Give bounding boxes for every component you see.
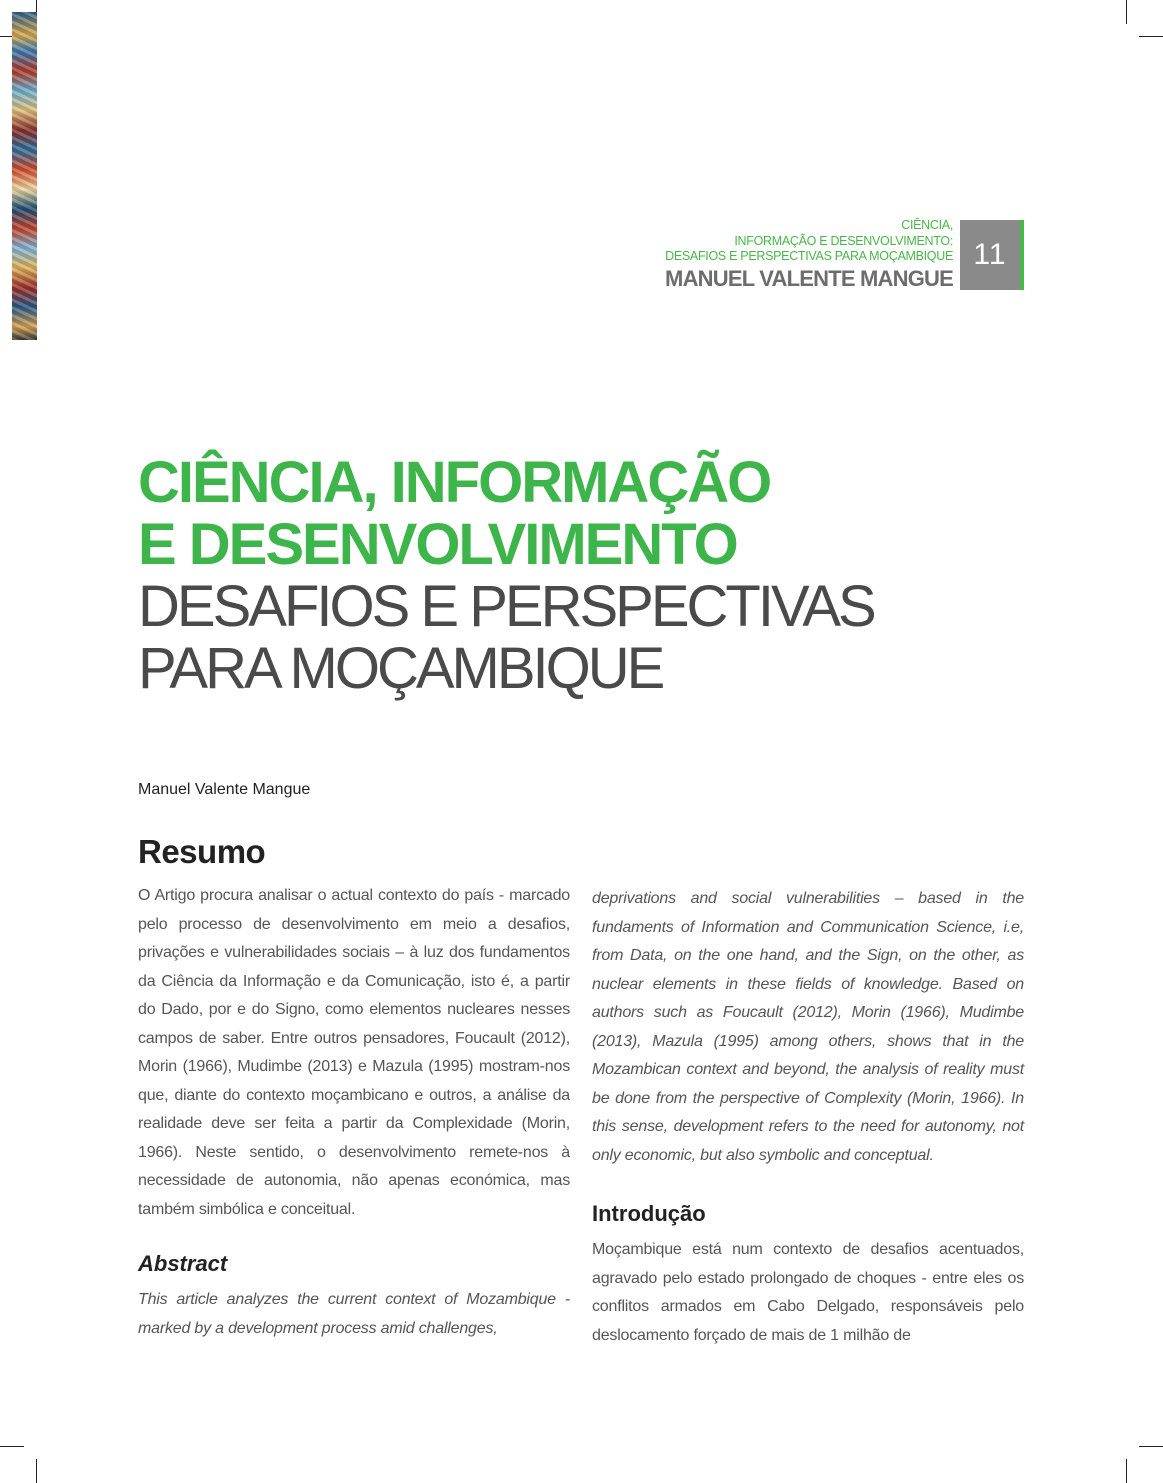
author-name: Manuel Valente Mangue (138, 781, 311, 798)
crop-mark (1126, 1459, 1127, 1483)
artwork-strip (12, 12, 37, 340)
right-column (592, 885, 1024, 1350)
title-main-line: E DESENVOLVIMENTO (138, 512, 737, 577)
abstract-heading: Abstract (138, 1251, 228, 1276)
crop-mark (1139, 1446, 1163, 1447)
intro-paragraph: Moçambique está num contexto de desafios acentuados, agravado pelo estado prolongado de choques - entre eles os conflitos armados em Cabo Delgado, responsáveis pelo deslocamento forçado de mais de 1 milhão de (592, 1241, 1024, 1344)
crop-mark (1126, 0, 1127, 24)
running-head (665, 218, 953, 292)
crop-mark (1139, 36, 1163, 37)
running-head-line: DESAFIOS E PERSPECTIVAS PARA MOÇAMBIQUE (665, 249, 953, 263)
abstract-paragraph: This article analyzes the current context of Mozambique - marked by a development process amid challenges, (138, 1291, 570, 1337)
crop-mark (0, 1446, 24, 1447)
title-subtitle-line: DESAFIOS E PERSPECTIVAS (138, 574, 874, 639)
running-head-line: CIÊNCIA, (901, 218, 953, 232)
title-subtitle-line: PARA MOÇAMBIQUE (138, 636, 663, 701)
running-head-line: INFORMAÇÃO E DESENVOLVIMENTO: (734, 233, 953, 248)
running-head-author: MANUEL VALENTE MANGUE (665, 265, 953, 291)
page-number: 11 (960, 220, 1024, 290)
article-title (138, 452, 874, 700)
resumo-heading: Resumo (138, 833, 266, 870)
title-main-line: CIÊNCIA, INFORMAÇÃO (138, 450, 771, 515)
abstract-paragraph-continued: deprivations and social vulnerabilities – based in the fundaments of Information and Communication Science, i.e, from Data, on the one hand, and the Sign, on the other, as nuclear elements in these fields of knowledge. Based on authors such as Foucault (2012), Morin (1966), Mudimbe (2013), Mazula (1995) among others, shows that in the Mozambican context and beyond, the analysis of reality must be done from the perspective of Complexity (Morin, 1966). In this sense, development refers to the need for autonomy, not only economic, but also symbolic and conceptual. (592, 890, 1024, 1164)
intro-heading: Introdução (592, 1201, 706, 1226)
crop-mark (36, 1459, 37, 1483)
left-column (138, 832, 570, 1343)
resumo-paragraph: O Artigo procura analisar o actual contexto do país - marcado pelo processo de desenvolvimento em meio a desafios, privações e vulnerabilidades sociais – à luz dos fundamentos da Ciência da Informação e da Comunicação, isto é, a partir do Dado, por e do Signo, como elementos nucleares nesses campos de saber. Entre outros pensadores, Foucault (2012), Morin (1966), Mudimbe (2013) e Mazula (1995) mostram-nos que, diante do contexto moçambicano e outros, a análise da realidade deve ser feita a partir da Complexidade (Morin, 1966). Neste sentido, o desenvolvimento remete-nos à necessidade de autonomia, não apenas económica, mas também simbólica e conceitual. (138, 887, 570, 1218)
